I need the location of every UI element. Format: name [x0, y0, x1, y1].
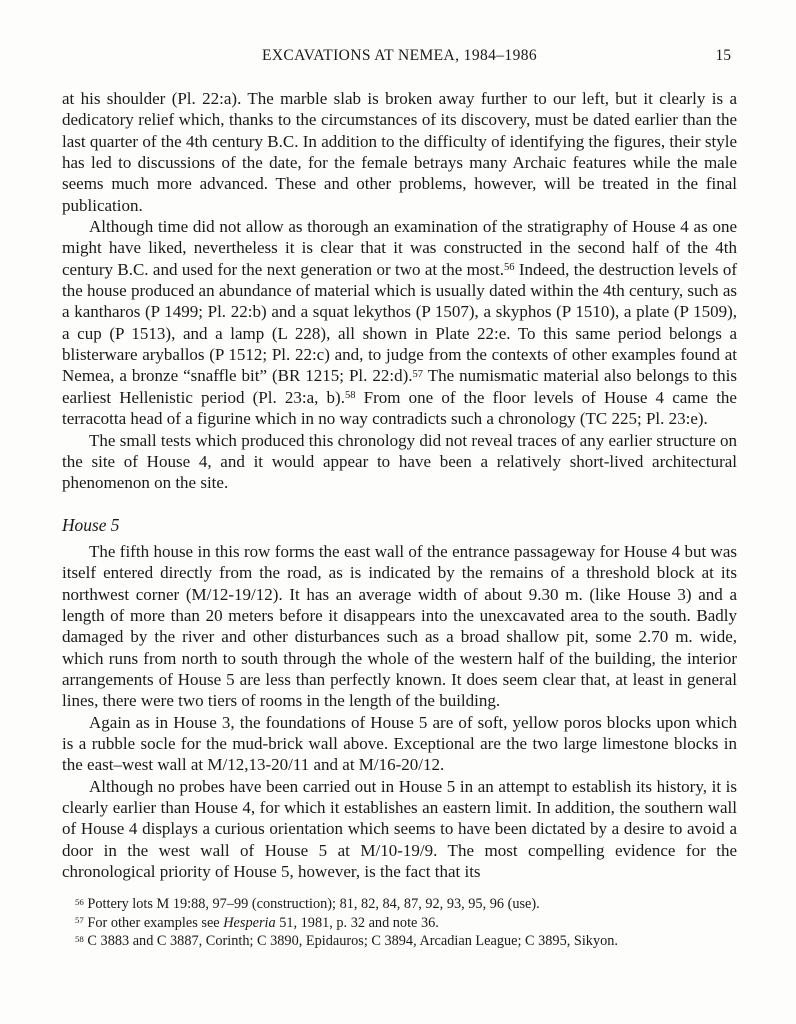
paragraph-1: at his shoulder (Pl. 22:a). The marble slab is broken away further to our left, but it clearly is a dedicatory relief which, thanks to the circumstances of its discovery, must be dated earlier than the last quarter of the 4th century B.C. In addition to the difficulty of identifying the figures, their style has led to discussions of the date, for the female betrays many Archaic features while the male seems much more advanced. These and other problems, however, will be treated in the final publication. — [62, 89, 737, 215]
footnote-marker-56: 56 — [75, 896, 84, 907]
footnote-marker-58: 58 — [75, 933, 84, 944]
paragraph-6: Although no probes have been carried out in House 5 in an attempt to establish its history, it is clearly earlier than House 4, for which it establishes an eastern limit. In addition, the southern wall of House 4 displays a curious orientation which seems to have been dictated by a desire to avoid a door in the west wall of House 5 at M/10-19/9. The most compelling evidence for the chronological priority of House 5, however, is the fact that its — [62, 776, 737, 882]
footnote-text: Pottery lots M 19:88, 97–99 (construction); 81, 82, 84, 87, 92, 93, 95, 96 (use). — [83, 896, 540, 913]
footnote-marker-57: 57 — [75, 915, 84, 926]
footnote-ref-56: 56 — [503, 262, 515, 274]
footnote-text: C 3883 and C 3887, Corinth; C 3890, Epidauros; C 3894, Arcadian League; C 3895, Sikyon. — [83, 933, 618, 950]
footnote-text: For other examples see — [83, 914, 224, 931]
paragraph-2 — [62, 216, 737, 429]
footnote-ref-57: 57 — [412, 368, 424, 380]
paragraph-4: The fifth house in this row forms the east wall of the entrance passageway for House 4 but was itself entered directly from the road, as is indicated by the remains of a threshold block at its northwest corner (M/12-19/12). It has an average width of about 9.30 m. (like House 3) and a length of more than 20 meters before it disappears into the unexcavated area to the south. Badly damaged by the river and other disturbances such as a broad shallow pit, some 2.70 m. wide, which runs from north to south through the whole of the western half of the building, the interior arrangements of House 5 are less than perfectly known. It does seem clear that, at least in general lines, there were two tiers of rooms in the length of the building. — [62, 541, 737, 711]
paragraph-text: The numismatic material also belongs to this earliest Hellenistic period (Pl. 23:a, b). — [62, 366, 737, 407]
running-title: EXCAVATIONS AT NEMEA, 1984–1986 — [261, 47, 538, 64]
paragraph-text: Although time did not allow as thorough an examination of the stratigraphy of House 4 as one might have liked, nevertheless it is clear that it was constructed in the second half of the 4th century B.C. and used for the next generation or two at the most. — [62, 217, 737, 279]
footnote-58 — [62, 932, 737, 950]
footnote-text: 51, 1981, p. 32 and note 36. — [275, 914, 439, 931]
page-header — [62, 47, 737, 65]
footnote-56 — [62, 895, 737, 913]
section-heading-house-5: House 5 — [62, 514, 120, 535]
paragraph-text: Indeed, the destruction levels of the house produced an abundance of material which is usually dated within the 4th century, such as a kantharos (P 1499; Pl. 22:b) and a squat lekythos (P 1507), a skyphos (P 1510), a plate (P 1509), a cup (P 1513), and a lamp (L 228), all shown in Plate 22:e. To this same period belongs a blisterware aryballos (P 1512; Pl. 22:c) and, to judge from the contexts of other examples found at Nemea, a bronze “snaffle bit” (BR 1215; Pl. 22:d). — [62, 259, 737, 386]
article-body — [62, 88, 737, 882]
footnote-57 — [62, 914, 737, 932]
paragraph-text: From one of the floor levels of House 4 came the terracotta head of a figurine which in no way contradicts such a chronology (TC 225; Pl. 23:e). — [62, 387, 737, 429]
footnotes-block — [62, 895, 737, 950]
page-number: 15 — [715, 47, 731, 64]
footnote-ref-58: 58 — [344, 390, 356, 402]
work-title-hesperia: Hesperia — [223, 914, 276, 931]
paragraph-5: Again as in House 3, the foundations of House 5 are of soft, yellow poros blocks upon which is a rubble socle for the mud-brick wall above. Exceptional are the two large limestone blocks in the east–west wall at M/12,13-20/11 and at M/16-20/12. — [62, 712, 737, 775]
paragraph-3: The small tests which produced this chronology did not reveal traces of any earlier structure on the site of House 4, and it would appear to have been a relatively short-lived architectural phenomenon on the site. — [62, 430, 737, 493]
